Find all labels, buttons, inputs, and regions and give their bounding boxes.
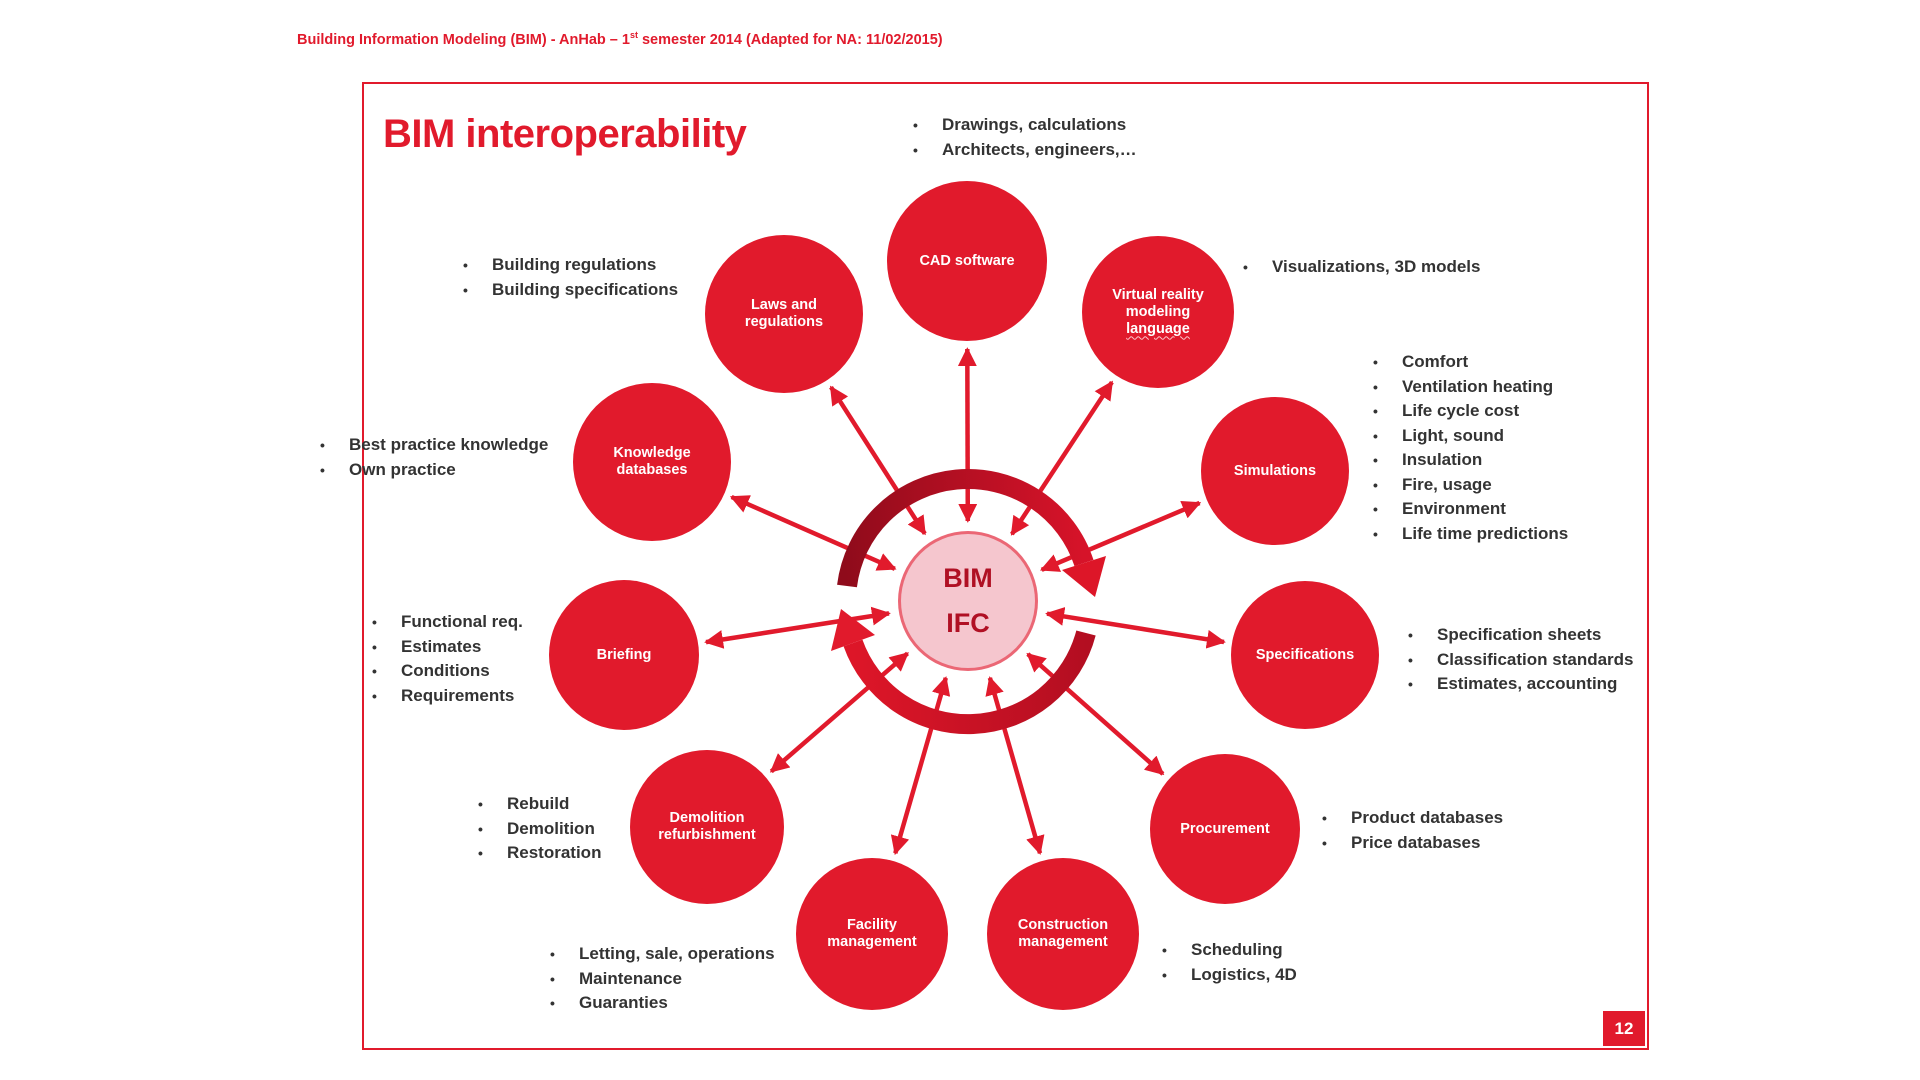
page-number-badge: 12: [1603, 1011, 1645, 1046]
note-text: Restoration: [507, 843, 602, 862]
note-text: Conditions: [401, 661, 490, 680]
node-label: CAD software: [919, 252, 1015, 269]
note-text: Maintenance: [579, 968, 682, 988]
spoke-arrow-specifications: [1047, 614, 1224, 642]
note-item: [372, 610, 523, 635]
node-specifications: [1231, 581, 1379, 729]
note-item: [550, 967, 775, 992]
node-laws-and-regulations: [705, 235, 863, 393]
bullet-glyph-icon: •: [550, 970, 555, 987]
note-text: Requirements: [401, 685, 515, 705]
note-item: [463, 278, 678, 303]
node-facility-management: [796, 858, 948, 1010]
bullet-glyph-icon: •: [320, 437, 325, 453]
note-text: Life cycle cost: [1402, 401, 1520, 420]
note-item: [1162, 963, 1297, 988]
spoke-arrow-demolition-refurbishment: [771, 653, 907, 771]
note-text: Guaranties: [579, 993, 668, 1012]
bullet-glyph-icon: •: [1162, 942, 1167, 958]
node-label: Virtual reality modeling language: [1112, 286, 1204, 337]
specifications-notes: [1408, 623, 1634, 697]
bullet-glyph-icon: •: [550, 946, 555, 962]
note-text: Functional req.: [401, 612, 523, 631]
note-item: [550, 991, 775, 1016]
bim-ifc-hub: [898, 531, 1038, 671]
bullet-glyph-icon: •: [1373, 476, 1378, 493]
virtual-reality-notes: [1243, 255, 1480, 280]
note-item: [913, 113, 1137, 138]
note-text: Classification standards: [1437, 649, 1634, 669]
bullet-glyph-icon: •: [1373, 378, 1378, 395]
bullet-glyph-icon: •: [1373, 452, 1378, 468]
bullet-glyph-icon: •: [372, 614, 377, 630]
note-item: [1373, 497, 1568, 522]
note-item: [1243, 255, 1480, 280]
note-text: Insulation: [1402, 450, 1483, 469]
note-text: Price databases: [1351, 832, 1481, 852]
note-text: Scheduling: [1191, 940, 1283, 959]
node-label: Demolition refurbishment: [658, 810, 756, 843]
note-item: [372, 635, 523, 660]
node-virtual-reality-modeling-language: [1082, 236, 1234, 388]
deck-header-suffix: semester 2014 (Adapted for NA: 11/02/2015): [637, 31, 943, 48]
note-item: [1373, 522, 1568, 547]
node-label: Specifications: [1255, 646, 1355, 663]
note-text: Logistics, 4D: [1191, 964, 1297, 984]
note-text: Drawings, calculations: [942, 115, 1127, 134]
slide-title: BIM interoperability: [383, 112, 747, 156]
node-label: Knowledge databases: [613, 445, 691, 478]
note-text: Estimates: [401, 636, 482, 656]
note-text: Rebuild: [507, 794, 570, 813]
note-text: Visualizations, 3D models: [1272, 257, 1481, 276]
note-text: Ventilation heating: [1402, 376, 1554, 396]
note-item: [478, 841, 601, 866]
bullet-glyph-icon: •: [372, 638, 377, 655]
deck-header-prefix: Building Information Modeling (BIM) - AnHab – 1: [297, 31, 630, 48]
note-item: [478, 817, 601, 842]
bullet-glyph-icon: •: [913, 141, 918, 158]
note-item: [1373, 448, 1568, 473]
note-text: Comfort: [1402, 352, 1469, 371]
bullet-glyph-icon: •: [1322, 810, 1327, 826]
bullet-glyph-icon: •: [1322, 834, 1327, 851]
procurement-notes: [1322, 806, 1503, 855]
bullet-glyph-icon: •: [550, 995, 555, 1011]
node-label: Briefing: [596, 646, 652, 663]
bullet-glyph-icon: •: [1162, 966, 1167, 983]
note-item: [372, 659, 523, 684]
node-construction-management: [987, 858, 1139, 1010]
bullet-glyph-icon: •: [478, 820, 483, 837]
note-item: [320, 458, 548, 483]
note-text: Architects, engineers,…: [942, 139, 1137, 159]
note-item: [320, 433, 548, 458]
node-procurement: [1150, 754, 1300, 904]
bullet-glyph-icon: •: [478, 796, 483, 812]
facility-management-notes: [550, 942, 775, 1016]
construction-management-notes: [1162, 938, 1297, 987]
node-label: Simulations: [1233, 462, 1317, 479]
simulations-notes: [1373, 350, 1568, 546]
bullet-glyph-icon: •: [478, 845, 483, 861]
node-demolition-refurbishment: [630, 750, 784, 904]
note-text: Estimates, accounting: [1437, 674, 1618, 693]
note-item: [1162, 938, 1297, 963]
laws-regulations-notes: [463, 253, 678, 302]
note-text: Life time predictions: [1402, 523, 1569, 543]
bullet-glyph-icon: •: [463, 257, 468, 273]
note-item: [1322, 806, 1503, 831]
note-item: [1408, 623, 1634, 648]
bullet-glyph-icon: •: [1373, 427, 1378, 444]
bullet-glyph-icon: •: [320, 461, 325, 478]
node-label: Laws and regulations: [744, 297, 824, 330]
bullet-glyph-icon: •: [1373, 501, 1378, 517]
note-item: [1408, 672, 1634, 697]
bullet-glyph-icon: •: [1408, 627, 1413, 643]
hub-label-line2: IFC: [946, 608, 990, 638]
spoke-arrow-cad-software: [967, 349, 968, 521]
knowledge-databases-notes: [320, 433, 548, 482]
note-text: Building specifications: [492, 279, 679, 299]
deck-header-superscript: st: [629, 30, 638, 40]
bullet-glyph-icon: •: [463, 281, 468, 298]
note-item: [1373, 399, 1568, 424]
note-item: [550, 942, 775, 967]
node-cad-software: [887, 181, 1047, 341]
note-text: Environment: [1402, 499, 1506, 518]
note-item: [1373, 473, 1568, 498]
bullet-glyph-icon: •: [1373, 354, 1378, 370]
bullet-glyph-icon: •: [1373, 525, 1378, 542]
bullet-glyph-icon: •: [372, 663, 377, 679]
note-text: Building regulations: [492, 255, 657, 274]
briefing-notes: [372, 610, 523, 708]
note-text: Fire, usage: [1402, 474, 1492, 494]
note-text: Letting, sale, operations: [579, 944, 775, 963]
note-item: [1408, 648, 1634, 673]
bullet-glyph-icon: •: [1373, 403, 1378, 419]
note-text: Specification sheets: [1437, 625, 1602, 644]
node-briefing: [549, 580, 699, 730]
node-label: Procurement: [1180, 820, 1270, 837]
node-label: Construction management: [1017, 917, 1109, 950]
cad-software-notes: [913, 113, 1137, 162]
node-label: Facility management: [827, 917, 917, 950]
note-item: [913, 138, 1137, 163]
bullet-glyph-icon: •: [1408, 651, 1413, 668]
note-text: Demolition: [507, 818, 595, 838]
note-item: [1322, 831, 1503, 856]
note-text: Best practice knowledge: [349, 435, 549, 454]
note-item: [478, 792, 601, 817]
note-text: Own practice: [349, 459, 456, 479]
node-simulations: [1201, 397, 1349, 545]
note-item: [1373, 350, 1568, 375]
note-item: [463, 253, 678, 278]
hub-label-line1: BIM: [943, 563, 993, 593]
note-item: [1373, 375, 1568, 400]
bullet-glyph-icon: •: [1243, 259, 1248, 275]
note-item: [1373, 424, 1568, 449]
demolition-notes: [478, 792, 601, 866]
note-item: [372, 684, 523, 709]
bullet-glyph-icon: •: [1408, 676, 1413, 692]
bullet-glyph-icon: •: [913, 117, 918, 133]
bullet-glyph-icon: •: [372, 687, 377, 704]
spoke-arrow-procurement: [1028, 654, 1163, 774]
node-knowledge-databases: [573, 383, 731, 541]
note-text: Light, sound: [1402, 425, 1504, 445]
note-text: Product databases: [1351, 808, 1504, 827]
